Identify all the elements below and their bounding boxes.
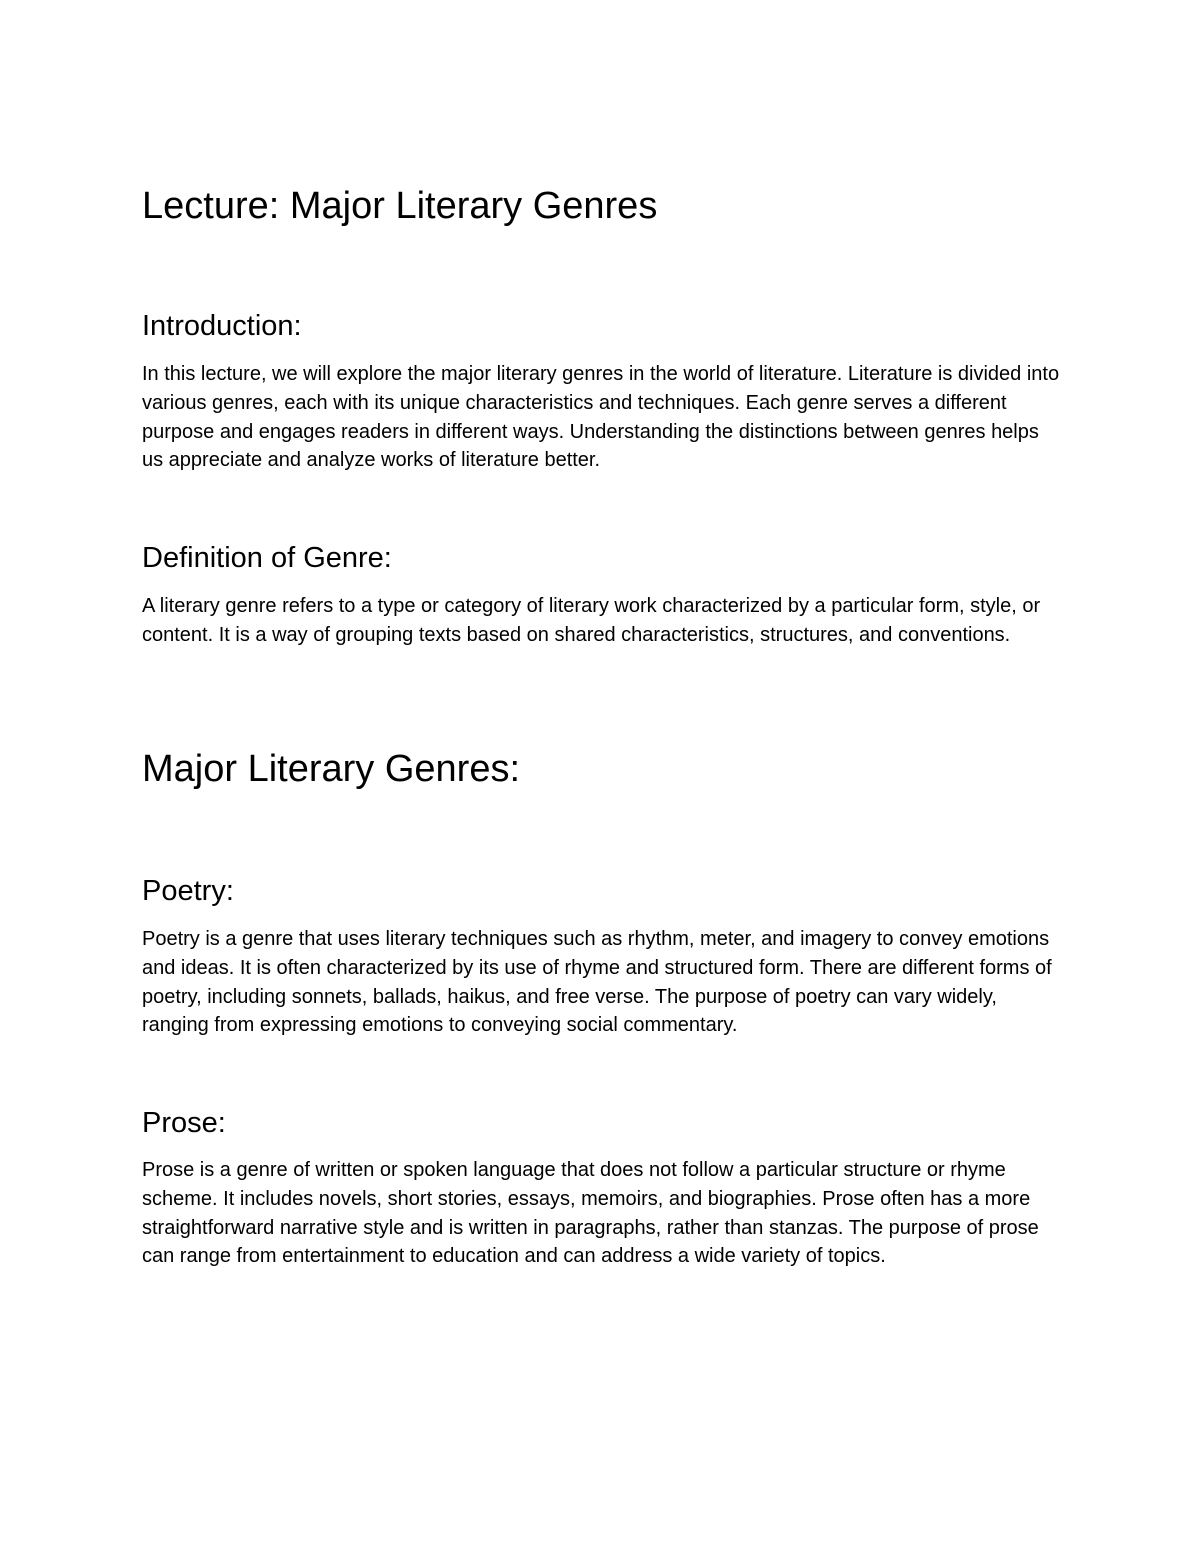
poetry-paragraph: Poetry is a genre that uses literary techniques such as rhythm, meter, and imagery to convey emotions and ideas. It is often characterized by its use of rhyme and structured form. There are different forms of poetry, including sonnets, ballads, haikus, and free verse. The purpose of poetry can vary widely, ranging from expressing emotions to conveying social commentary.: [142, 928, 1052, 1037]
introduction-paragraph: In this lecture, we will explore the major literary genres in the world of literature. Literature is divided into various genres, each with its unique characteristics and techniques. Each genre serves a different purpose and engages readers in different ways. Understanding the distinctions between genres helps us appreciate and analyze works of literature better.: [142, 363, 1060, 472]
prose-paragraph: Prose is a genre of written or spoken language that does not follow a particular structure or rhyme scheme. It includes novels, short stories, essays, memoirs, and biographies. Prose often has a more straightforward narrative style and is written in paragraphs, rather than stanzas. The purpose of prose can range from entertainment to education and can address a wide variety of topics.: [142, 1159, 1039, 1268]
introduction-heading: Introduction:: [142, 310, 302, 342]
definition-heading: Definition of Genre:: [142, 542, 392, 574]
poetry-heading: Poetry:: [142, 875, 234, 907]
prose-heading: Prose:: [142, 1107, 226, 1139]
major-genres-heading: Major Literary Genres:: [142, 748, 521, 790]
document-title: Lecture: Major Literary Genres: [142, 185, 658, 227]
definition-paragraph: A literary genre refers to a type or category of literary work characterized by a particular form, style, or content. It is a way of grouping texts based on shared characteristics, structures, and conventions.: [142, 595, 1041, 646]
